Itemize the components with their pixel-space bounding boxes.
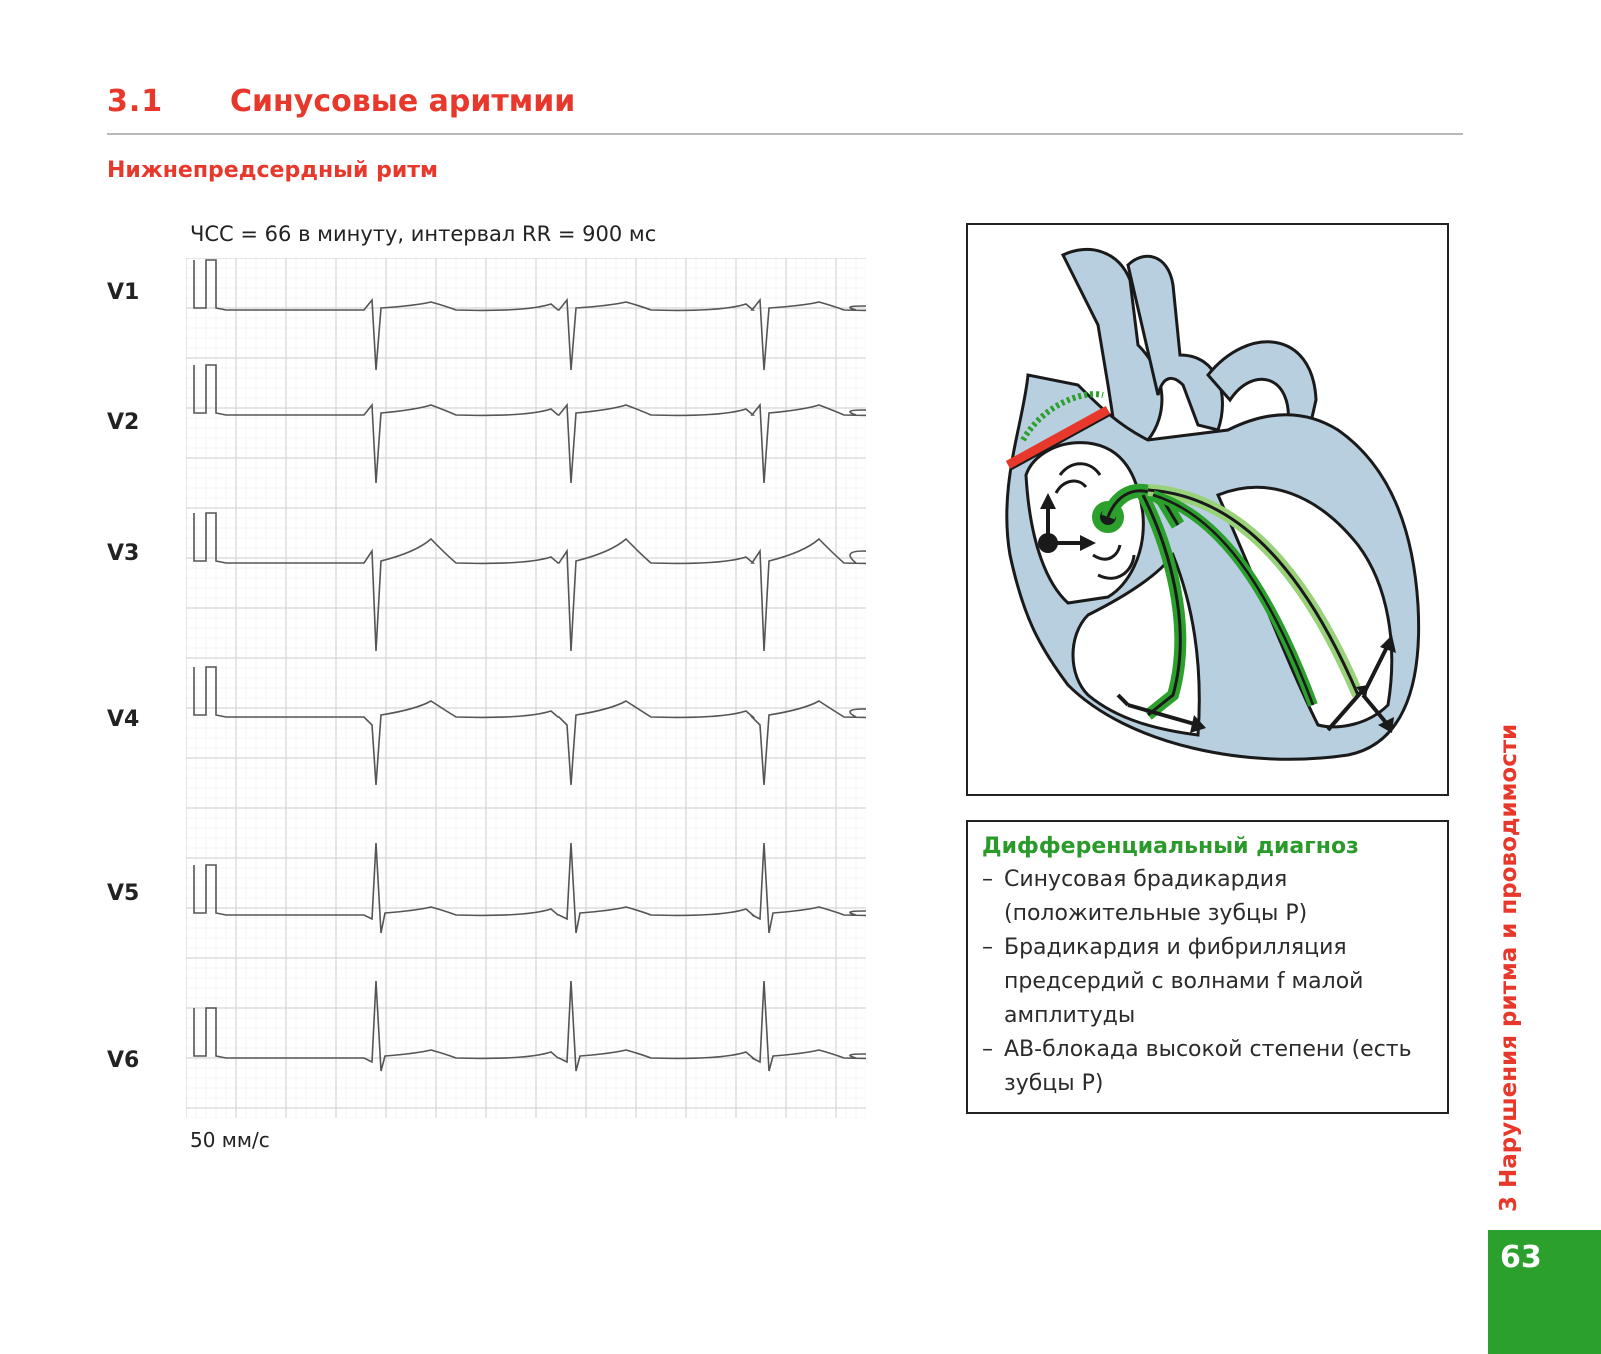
ecg-traces [194, 260, 866, 1071]
ecg-strip [186, 258, 866, 1118]
differential-item: – Синусовая брадикардия (положительные зубцы P) [982, 863, 1433, 931]
ecg-caption: ЧСС = 66 в минуту, интервал RR = 900 мс [190, 222, 657, 246]
differential-item: – Брадикардия и фибрилляция предсердий с волнами f малой амплитуды [982, 931, 1433, 1033]
lead-label-v5: V5 [107, 881, 140, 906]
lead-label-v2: V2 [107, 410, 140, 435]
lead-label-v3: V3 [107, 541, 140, 566]
ecg-trace-v1 [194, 260, 866, 370]
differential-title: Дифференциальный диагноз [982, 834, 1359, 859]
ecg-trace-v2 [194, 365, 866, 483]
ecg-speed: 50 мм/с [190, 1128, 270, 1152]
lead-label-v6: V6 [107, 1048, 140, 1073]
section-title: Синусовые аритмии [230, 84, 576, 119]
page-tab [1488, 1230, 1601, 1354]
differential-item: – АВ-блокада высокой степени (есть зубцы P) [982, 1033, 1433, 1101]
heart-diagram-panel [966, 223, 1449, 796]
chapter-side-title: 3 Нарушения ритма и проводимости [1496, 723, 1522, 1212]
subtitle: Нижнепредсердный ритм [107, 158, 439, 183]
heart-conduction-icon [968, 225, 1447, 794]
lead-label-v4: V4 [107, 707, 140, 732]
differential-list [982, 863, 1433, 1101]
header-rule [107, 133, 1463, 135]
ecg-trace-v4 [194, 667, 866, 785]
section-number: 3.1 [107, 84, 164, 119]
differential-diagnosis-box [966, 820, 1449, 1114]
lead-label-v1: V1 [107, 280, 140, 305]
ecg-trace-v3 [194, 513, 866, 651]
page-number: 63 [1500, 1240, 1542, 1275]
